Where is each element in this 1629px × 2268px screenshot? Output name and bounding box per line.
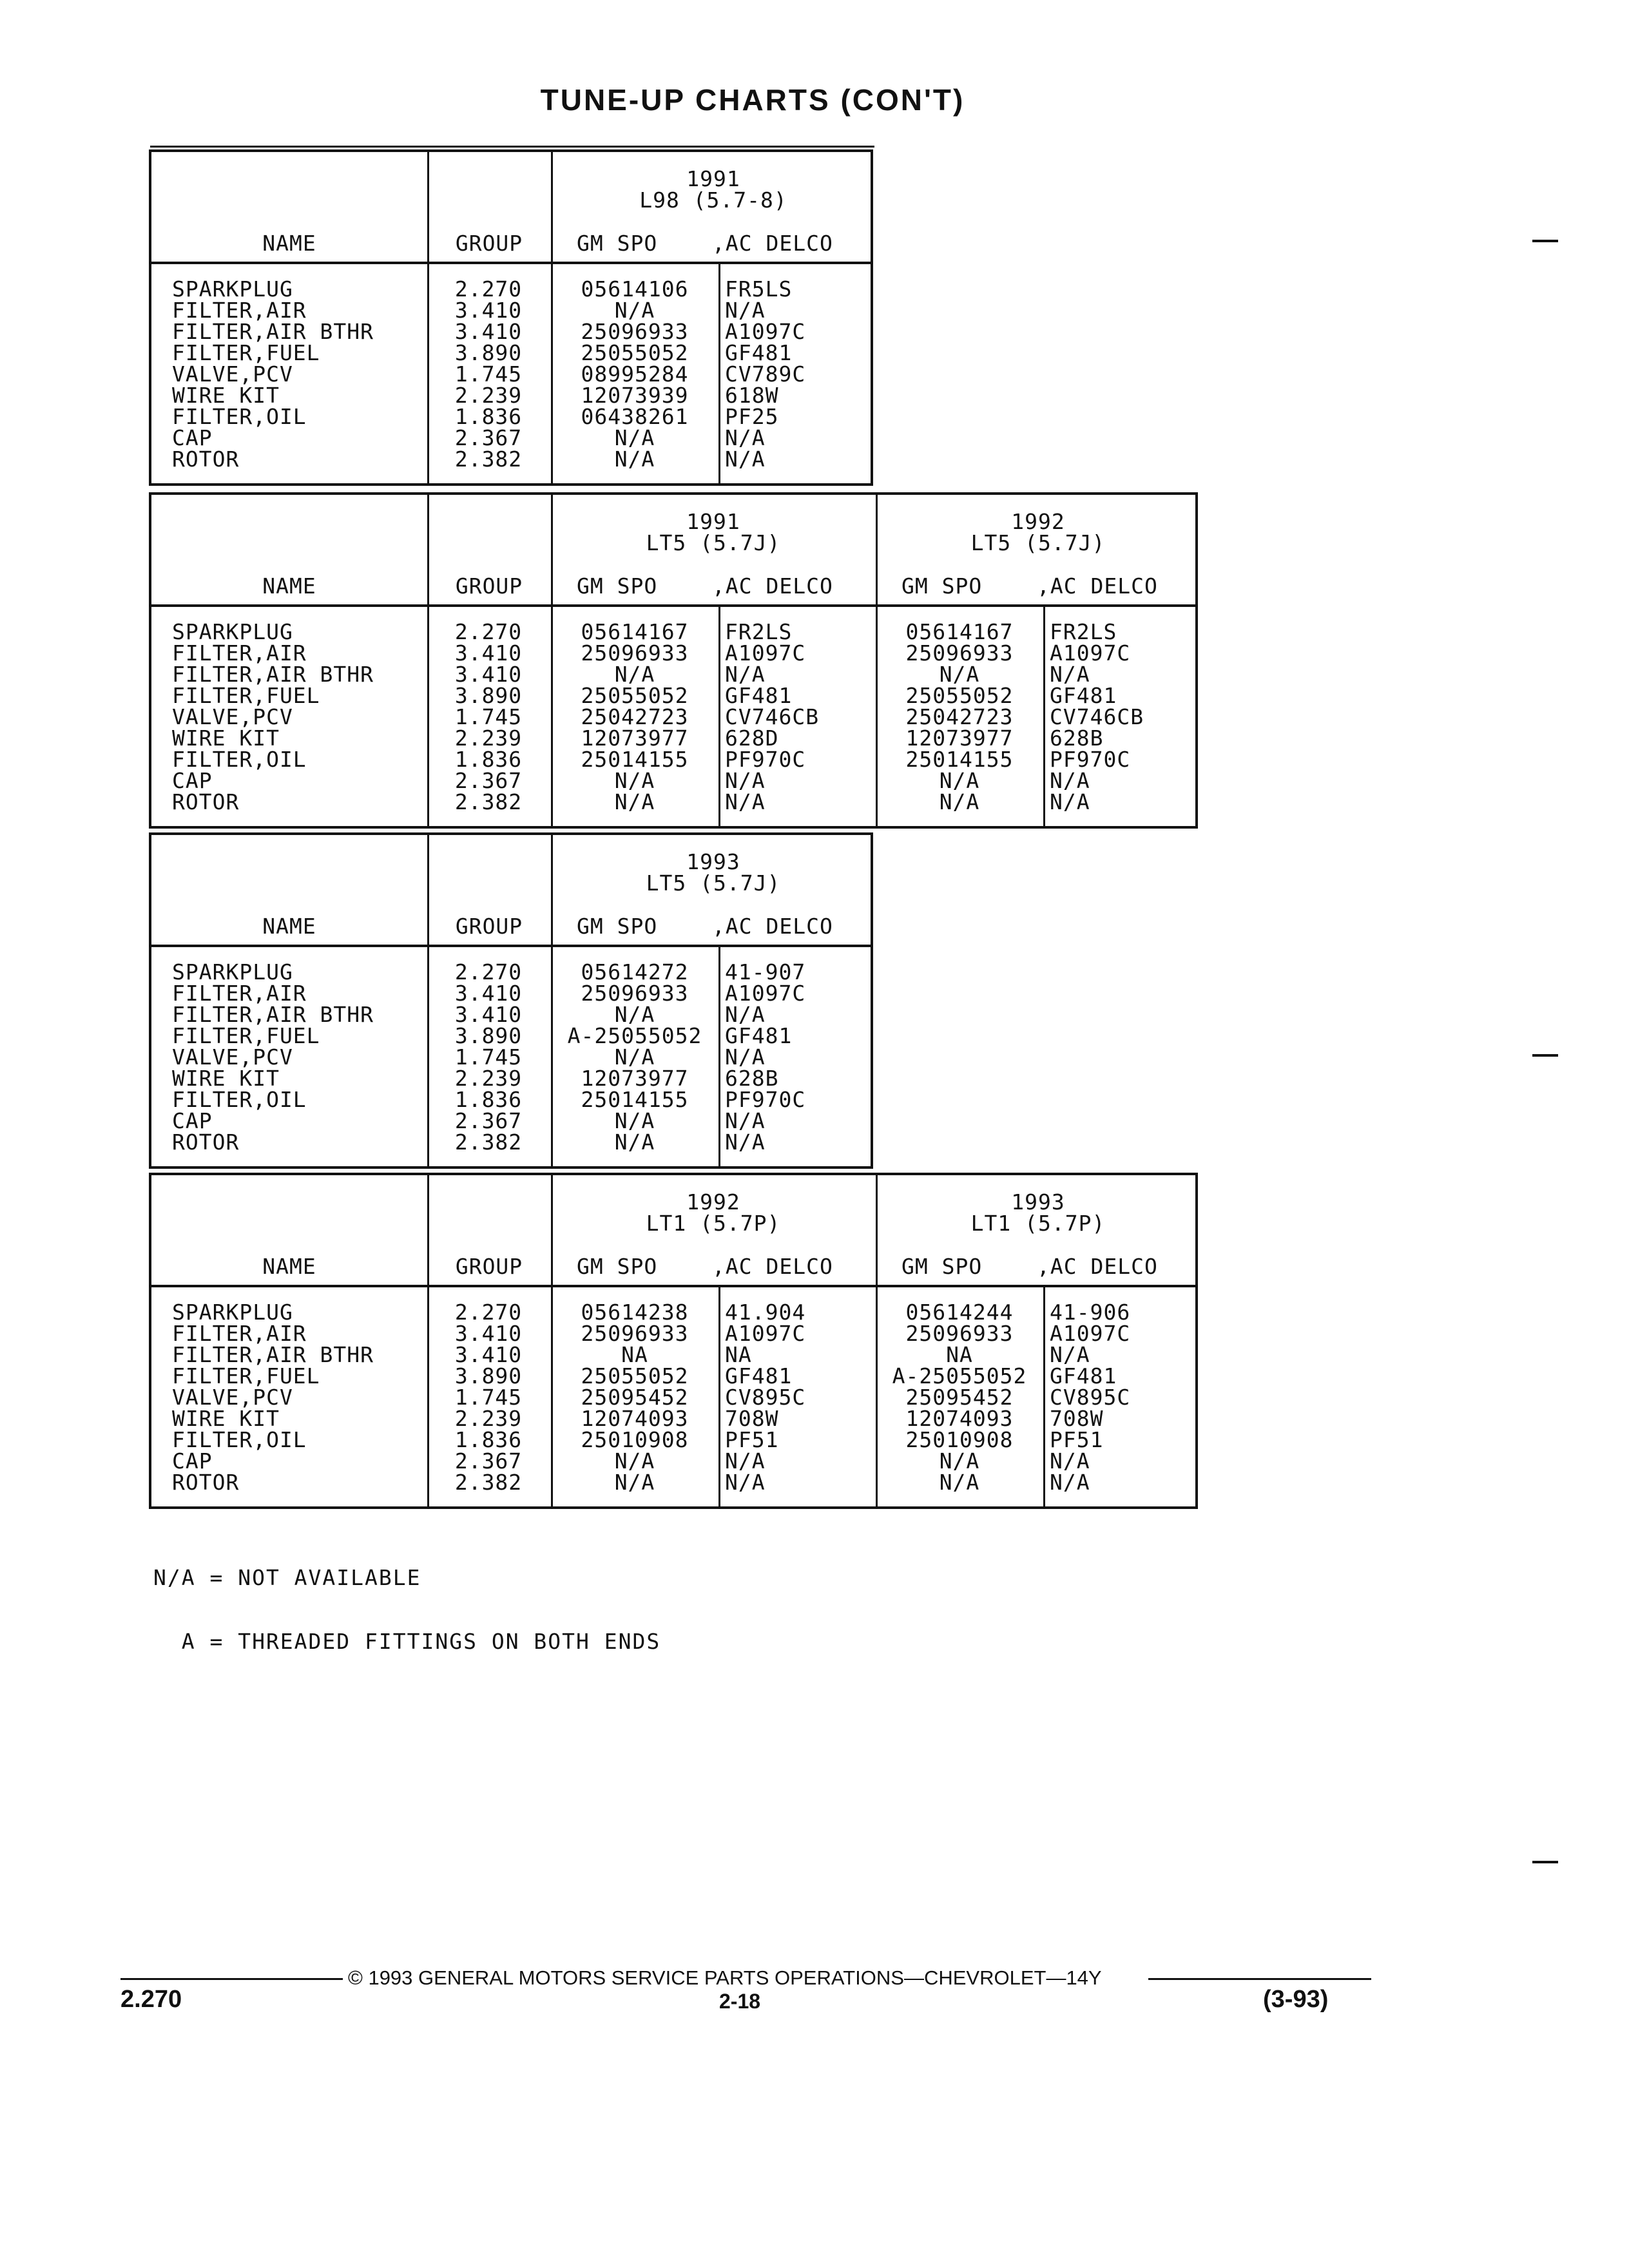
table-cell: FILTER,FUEL: [172, 683, 320, 708]
engine-year: 1993: [686, 849, 740, 874]
table-cell: 12074093: [581, 1406, 689, 1431]
part-name-column: [172, 1302, 417, 1493]
table-cell: N/A: [1050, 1342, 1090, 1367]
table-cell: NA: [946, 1342, 973, 1367]
table-cell: 708W: [725, 1406, 779, 1431]
table-cell: N/A: [614, 1129, 655, 1155]
table-cell: 25095452: [905, 1385, 1014, 1410]
table-cell: 05614106: [581, 276, 689, 302]
table-cell: CAP: [172, 1448, 213, 1474]
table-body: [151, 264, 871, 483]
engine-year: 1992: [1011, 509, 1065, 534]
table-cell: CV746CB: [725, 704, 820, 729]
legend-na: N/A = NOT AVAILABLE: [153, 1565, 421, 1590]
title-rule: [150, 146, 874, 148]
table-cell: GF481: [725, 1023, 793, 1048]
table-cell: 25014155: [581, 747, 689, 772]
table-cell: 2.367: [454, 1108, 523, 1133]
table-cell: 3.890: [454, 683, 523, 708]
table-cell: 41.904: [725, 1300, 806, 1325]
table-cell: FILTER,AIR: [172, 298, 307, 323]
part-name-column: [172, 961, 417, 1153]
legend-a: A = THREADED FITTINGS ON BOTH ENDS: [153, 1629, 661, 1654]
table-cell: 1.836: [454, 1087, 523, 1112]
table-cell: 25096933: [905, 1321, 1014, 1346]
column-header-gm-spo: GM SPO: [577, 231, 658, 256]
table-cell: SPARKPLUG: [172, 1300, 293, 1325]
table-cell: N/A: [614, 1470, 655, 1495]
table-cell: N/A: [1050, 1448, 1090, 1474]
column-header-name: NAME: [262, 231, 316, 256]
table-cell: 3.890: [454, 1363, 523, 1389]
table-cell: 25042723: [581, 704, 689, 729]
margin-mark: [1532, 1054, 1558, 1057]
group-column: [434, 961, 543, 1153]
table-cell: N/A: [725, 298, 766, 323]
table-cell: 1.836: [454, 747, 523, 772]
table-cell: 25010908: [905, 1427, 1014, 1452]
table-cell: N/A: [614, 298, 655, 323]
table-cell: FILTER,AIR BTHR: [172, 662, 374, 687]
engine-year: 1992: [686, 1189, 740, 1215]
table-cell: N/A: [614, 768, 655, 793]
page-title: TUNE-UP CHARTS (CON'T): [540, 83, 965, 117]
table-cell: N/A: [1050, 1470, 1090, 1495]
gm-spo-column: [554, 961, 716, 1153]
table-cell: 3.410: [454, 298, 523, 323]
table-cell: A1097C: [1050, 1321, 1131, 1346]
table-cell: A1097C: [1050, 640, 1131, 666]
engine-model: LT1 (5.7P): [646, 1211, 781, 1236]
table-cell: 12073939: [581, 383, 689, 408]
table-cell: 25055052: [581, 1363, 689, 1389]
engine-model: LT1 (5.7P): [970, 1211, 1106, 1236]
table-cell: 3.410: [454, 1321, 523, 1346]
footer-rule-right: [1148, 1978, 1371, 1980]
column-header-ac-delco: ,AC DELCO: [712, 914, 833, 939]
table-cell: CV746CB: [1050, 704, 1144, 729]
table-cell: A1097C: [725, 640, 806, 666]
table-cell: CV895C: [1050, 1385, 1131, 1410]
column-divider: [551, 264, 553, 483]
table-cell: FILTER,AIR: [172, 1321, 307, 1346]
ac-delco-column: [725, 278, 873, 470]
table-cell: N/A: [1050, 768, 1090, 793]
table-cell: 3.410: [454, 981, 523, 1006]
ac-delco-column: [1050, 621, 1198, 812]
table-cell: GF481: [1050, 683, 1117, 708]
ac-delco-column: [725, 961, 873, 1153]
table-cell: PF51: [1050, 1427, 1104, 1452]
table-cell: N/A: [725, 1002, 766, 1027]
margin-mark: [1532, 1861, 1558, 1863]
table-cell: N/A: [725, 662, 766, 687]
table-cell: 2.382: [454, 789, 523, 814]
column-divider: [551, 947, 553, 1166]
engine-year: 1991: [686, 166, 740, 191]
tune-up-table: [149, 492, 1198, 829]
table-cell: GF481: [725, 683, 793, 708]
table-cell: 12073977: [905, 726, 1014, 751]
table-cell: N/A: [725, 425, 766, 450]
table-cell: 25096933: [581, 319, 689, 344]
table-cell: N/A: [614, 1448, 655, 1474]
table-header: [151, 835, 871, 947]
table-cell: 3.890: [454, 1023, 523, 1048]
table-cell: PF970C: [1050, 747, 1131, 772]
footer-copyright: © 1993 GENERAL MOTORS SERVICE PARTS OPERATIONS—CHEVROLET—14Y: [348, 1966, 1102, 1989]
table-cell: 05614167: [905, 619, 1014, 644]
column-divider: [876, 607, 878, 826]
table-cell: GF481: [725, 1363, 793, 1389]
table-cell: FILTER,OIL: [172, 1427, 307, 1452]
table-cell: VALVE,PCV: [172, 361, 293, 387]
table-cell: 25095452: [581, 1385, 689, 1410]
table-cell: A-25055052: [892, 1363, 1027, 1389]
table-cell: 2.367: [454, 768, 523, 793]
table-cell: 41-907: [725, 959, 806, 985]
table-cell: N/A: [939, 789, 980, 814]
column-divider: [1043, 607, 1045, 826]
ac-delco-column: [725, 621, 873, 812]
column-header-gm-spo: GM SPO: [577, 914, 658, 939]
column-header-group: GROUP: [455, 231, 523, 256]
column-divider: [1043, 1287, 1045, 1506]
table-cell: FILTER,AIR BTHR: [172, 1342, 374, 1367]
column-header-ac-delco: ,AC DELCO: [1037, 573, 1158, 599]
table-cell: 05614238: [581, 1300, 689, 1325]
table-cell: ROTOR: [172, 1129, 240, 1155]
engine-model: LT5 (5.7J): [646, 530, 781, 555]
table-cell: N/A: [614, 1044, 655, 1070]
table-cell: CAP: [172, 1108, 213, 1133]
table-cell: N/A: [614, 1002, 655, 1027]
table-cell: FILTER,OIL: [172, 404, 307, 429]
column-divider: [718, 947, 720, 1166]
column-divider: [551, 1287, 553, 1506]
table-cell: 08995284: [581, 361, 689, 387]
table-cell: WIRE KIT: [172, 726, 280, 751]
table-cell: 25096933: [905, 640, 1014, 666]
column-divider: [718, 264, 720, 483]
table-cell: 25014155: [905, 747, 1014, 772]
table-cell: VALVE,PCV: [172, 704, 293, 729]
table-cell: 25096933: [581, 640, 689, 666]
table-cell: NA: [621, 1342, 648, 1367]
column-divider: [551, 607, 553, 826]
table-cell: GF481: [725, 340, 793, 365]
column-header-group: GROUP: [455, 914, 523, 939]
footer-date: (3-93): [1263, 1986, 1329, 2013]
engine-year: 1991: [686, 509, 740, 534]
table-cell: VALVE,PCV: [172, 1044, 293, 1070]
footer-page-number: 2-18: [719, 1990, 761, 2013]
gm-spo-column: [554, 621, 716, 812]
table-cell: FR5LS: [725, 276, 793, 302]
table-cell: WIRE KIT: [172, 383, 280, 408]
column-header-name: NAME: [262, 1254, 316, 1279]
table-cell: 3.410: [454, 1342, 523, 1367]
table-cell: FILTER,FUEL: [172, 1023, 320, 1048]
table-cell: N/A: [725, 1129, 766, 1155]
table-cell: A1097C: [725, 1321, 806, 1346]
table-cell: 25096933: [581, 1321, 689, 1346]
table-body: [151, 607, 1195, 826]
column-divider: [876, 1287, 878, 1506]
table-cell: 25055052: [581, 683, 689, 708]
gm-spo-column: [878, 1302, 1041, 1493]
table-cell: N/A: [939, 1470, 980, 1495]
table-cell: 2.367: [454, 1448, 523, 1474]
column-header-group: GROUP: [455, 573, 523, 599]
table-cell: FILTER,FUEL: [172, 340, 320, 365]
table-cell: N/A: [614, 447, 655, 472]
table-cell: A1097C: [725, 319, 806, 344]
column-header-ac-delco: ,AC DELCO: [712, 573, 833, 599]
table-cell: VALVE,PCV: [172, 1385, 293, 1410]
table-cell: WIRE KIT: [172, 1406, 280, 1431]
table-cell: 3.890: [454, 340, 523, 365]
table-cell: N/A: [939, 1448, 980, 1474]
table-cell: CV789C: [725, 361, 806, 387]
table-cell: 2.270: [454, 959, 523, 985]
table-cell: A1097C: [725, 981, 806, 1006]
table-cell: 12073977: [581, 726, 689, 751]
table-cell: N/A: [725, 447, 766, 472]
table-cell: FILTER,AIR BTHR: [172, 319, 374, 344]
gm-spo-column: [878, 621, 1041, 812]
table-cell: N/A: [614, 1108, 655, 1133]
table-cell: A-25055052: [567, 1023, 702, 1048]
column-header-gm-spo: GM SPO: [577, 573, 658, 599]
engine-model: LT5 (5.7J): [970, 530, 1106, 555]
table-header: [151, 1175, 1195, 1287]
table-cell: 708W: [1050, 1406, 1104, 1431]
table-body: [151, 947, 871, 1166]
table-cell: CV895C: [725, 1385, 806, 1410]
table-cell: 2.270: [454, 619, 523, 644]
table-cell: 2.270: [454, 276, 523, 302]
table-cell: 3.410: [454, 640, 523, 666]
table-body: [151, 1287, 1195, 1506]
column-header-group: GROUP: [455, 1254, 523, 1279]
table-cell: 05614272: [581, 959, 689, 985]
column-header-gm-spo: GM SPO: [901, 1254, 983, 1279]
table-cell: N/A: [725, 1470, 766, 1495]
column-header-name: NAME: [262, 573, 316, 599]
table-cell: 25055052: [581, 340, 689, 365]
table-cell: 3.410: [454, 662, 523, 687]
column-divider: [427, 947, 429, 1166]
column-divider: [427, 1287, 429, 1506]
engine-year: 1993: [1011, 1189, 1065, 1215]
part-name-column: [172, 621, 417, 812]
table-cell: N/A: [725, 789, 766, 814]
table-cell: 2.382: [454, 1470, 523, 1495]
table-cell: N/A: [1050, 662, 1090, 687]
table-cell: 2.382: [454, 447, 523, 472]
table-cell: 25055052: [905, 683, 1014, 708]
column-header-gm-spo: GM SPO: [577, 1254, 658, 1279]
table-cell: FILTER,OIL: [172, 1087, 307, 1112]
column-divider: [718, 1287, 720, 1506]
table-cell: N/A: [614, 789, 655, 814]
table-cell: ROTOR: [172, 789, 240, 814]
table-cell: 06438261: [581, 404, 689, 429]
table-cell: N/A: [725, 1108, 766, 1133]
group-column: [434, 1302, 543, 1493]
table-cell: 25042723: [905, 704, 1014, 729]
gm-spo-column: [554, 278, 716, 470]
table-cell: PF25: [725, 404, 779, 429]
margin-mark: [1532, 240, 1558, 242]
table-cell: 618W: [725, 383, 779, 408]
table-cell: 1.836: [454, 404, 523, 429]
table-cell: 1.745: [454, 1044, 523, 1070]
table-cell: N/A: [614, 425, 655, 450]
table-cell: N/A: [939, 662, 980, 687]
table-cell: 2.239: [454, 726, 523, 751]
table-cell: 25096933: [581, 981, 689, 1006]
ac-delco-column: [1050, 1302, 1198, 1493]
table-cell: SPARKPLUG: [172, 619, 293, 644]
table-cell: NA: [725, 1342, 752, 1367]
table-cell: 628B: [1050, 726, 1104, 751]
group-column: [434, 278, 543, 470]
table-cell: N/A: [725, 768, 766, 793]
table-cell: 3.410: [454, 1002, 523, 1027]
table-cell: GF481: [1050, 1363, 1117, 1389]
column-header-ac-delco: ,AC DELCO: [1037, 1254, 1158, 1279]
table-cell: 1.745: [454, 1385, 523, 1410]
group-column: [434, 621, 543, 812]
table-cell: SPARKPLUG: [172, 276, 293, 302]
table-cell: 12073977: [581, 1066, 689, 1091]
table-cell: 1.836: [454, 1427, 523, 1452]
table-cell: CAP: [172, 768, 213, 793]
table-cell: 2.239: [454, 1406, 523, 1431]
table-cell: ROTOR: [172, 447, 240, 472]
table-cell: 1.745: [454, 704, 523, 729]
table-cell: 25010908: [581, 1427, 689, 1452]
table-cell: N/A: [939, 768, 980, 793]
table-cell: FILTER,AIR: [172, 640, 307, 666]
table-cell: 2.270: [454, 1300, 523, 1325]
engine-model: L98 (5.7-8): [639, 187, 787, 213]
table-cell: FILTER,AIR: [172, 981, 307, 1006]
table-cell: FR2LS: [1050, 619, 1117, 644]
table-header: [151, 152, 871, 264]
table-cell: 12074093: [905, 1406, 1014, 1431]
ac-delco-column: [725, 1302, 873, 1493]
table-cell: FILTER,FUEL: [172, 1363, 320, 1389]
table-cell: PF51: [725, 1427, 779, 1452]
table-cell: 1.745: [454, 361, 523, 387]
tune-up-table: [149, 149, 873, 486]
table-cell: 628D: [725, 726, 779, 751]
table-cell: FILTER,AIR BTHR: [172, 1002, 374, 1027]
table-cell: PF970C: [725, 1087, 806, 1112]
table-cell: 41-906: [1050, 1300, 1131, 1325]
table-cell: 628B: [725, 1066, 779, 1091]
tune-up-table: [149, 1173, 1198, 1509]
table-cell: FR2LS: [725, 619, 793, 644]
table-cell: N/A: [725, 1044, 766, 1070]
part-name-column: [172, 278, 417, 470]
column-divider: [427, 607, 429, 826]
table-header: [151, 495, 1195, 607]
table-cell: FILTER,OIL: [172, 747, 307, 772]
column-header-ac-delco: ,AC DELCO: [712, 1254, 833, 1279]
legend: [153, 1524, 660, 1673]
engine-model: LT5 (5.7J): [646, 870, 781, 896]
column-header-ac-delco: ,AC DELCO: [712, 231, 833, 256]
footer-section: 2.270: [120, 1986, 182, 2013]
column-header-gm-spo: GM SPO: [901, 573, 983, 599]
column-divider: [427, 264, 429, 483]
table-cell: ROTOR: [172, 1470, 240, 1495]
table-cell: CAP: [172, 425, 213, 450]
table-cell: N/A: [725, 1448, 766, 1474]
table-cell: PF970C: [725, 747, 806, 772]
table-cell: 2.239: [454, 1066, 523, 1091]
table-cell: 2.367: [454, 425, 523, 450]
table-cell: 2.382: [454, 1129, 523, 1155]
table-cell: 2.239: [454, 383, 523, 408]
table-cell: 25014155: [581, 1087, 689, 1112]
table-cell: 05614244: [905, 1300, 1014, 1325]
tune-up-table: [149, 832, 873, 1169]
column-divider: [718, 607, 720, 826]
gm-spo-column: [554, 1302, 716, 1493]
table-cell: 3.410: [454, 319, 523, 344]
table-cell: N/A: [614, 662, 655, 687]
table-cell: 05614167: [581, 619, 689, 644]
table-cell: SPARKPLUG: [172, 959, 293, 985]
footer-rule-left: [120, 1978, 343, 1980]
column-header-name: NAME: [262, 914, 316, 939]
table-cell: N/A: [1050, 789, 1090, 814]
table-cell: WIRE KIT: [172, 1066, 280, 1091]
